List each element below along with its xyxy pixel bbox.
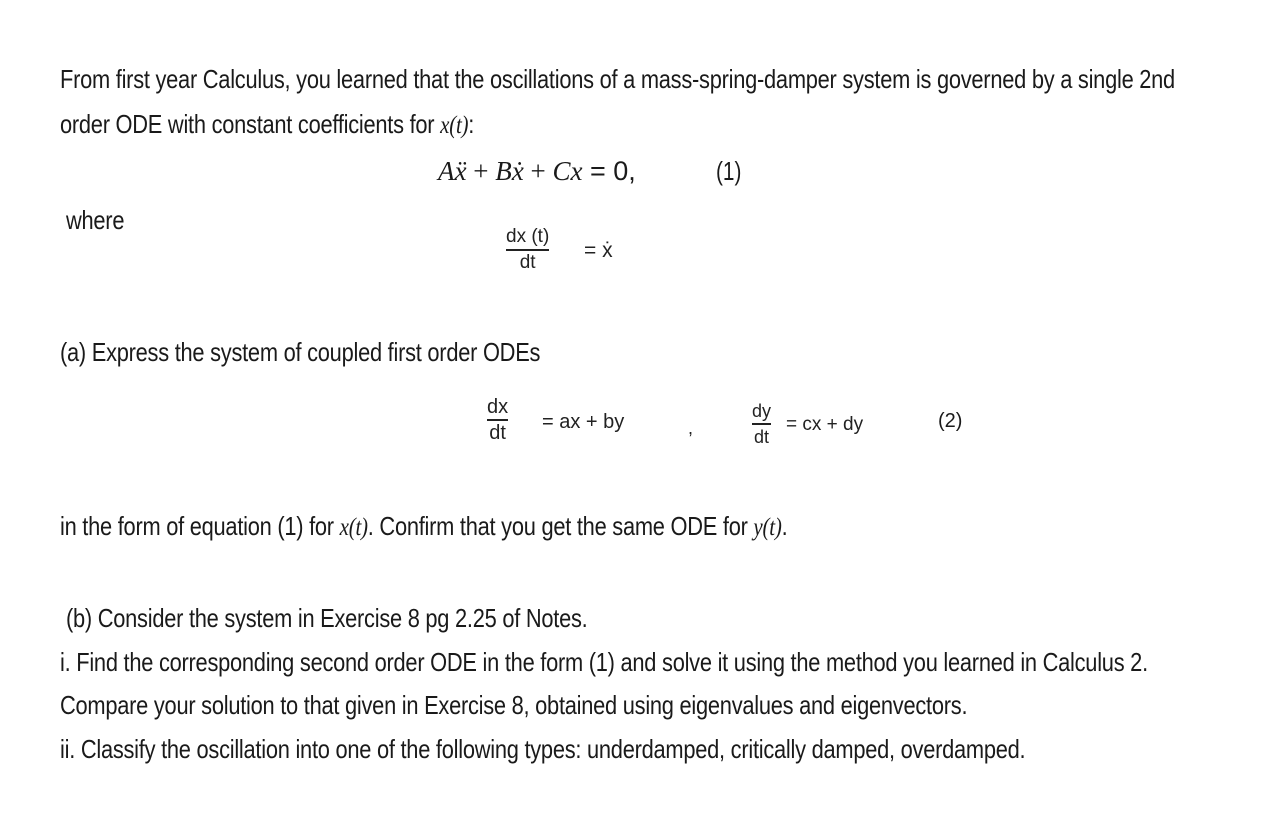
follow-suffix: . [781,511,788,541]
fraction-denominator: dt [754,426,770,447]
equation-1-number: (1) [716,156,742,186]
coef-c: C [552,156,571,186]
fraction-bar [752,423,771,425]
plus-sign: + [466,156,496,186]
x-variable: x [570,156,583,186]
coef-b: B [495,156,512,186]
intro-line-2-suffix: : [468,109,475,139]
derivative-rhs: = ẋ [584,239,613,262]
coef-a: A [438,156,455,186]
dx-dt-fraction [487,396,508,444]
fraction-bar [506,249,549,251]
intro-variable-x-of-t: x(t) [440,112,469,139]
dy-dt-rhs: = cx + dy [786,414,864,435]
part-a-heading: (a) Express the system of coupled first order ODEs [60,337,541,367]
part-b-item-i-line-2: Compare your solution to that given in Exercise 8, obtained using eigenvalues and eigenvectors. [60,690,968,720]
fraction-bar [487,419,508,421]
intro-line-2-prefix: order ODE with constant coefficients for [60,109,441,139]
equation-1 [438,155,636,187]
fraction-denominator: dt [519,251,536,273]
derivative-fraction [506,226,549,274]
part-a-follow-line [60,511,787,543]
follow-prefix: in the form of equation (1) for [60,511,340,541]
x-dot: ẋ [511,156,524,186]
intro-line-2 [60,109,474,141]
variable-y-of-t: y(t) [753,514,782,541]
dx-dt-rhs: = ax + by [542,411,625,433]
fraction-numerator: dy [752,401,772,421]
part-b-item-ii: ii. Classify the oscillation into one of the following types: underdamped, critically damped, overdamped. [60,734,1026,764]
x-double-dot: ẍ [454,156,467,186]
equation-2-number: (2) [938,410,963,432]
plus-sign: + [523,156,553,186]
intro-line-1: From first year Calculus, you learned that the oscillations of a mass-spring-damper system is governed by a single 2nd [60,64,1175,94]
equation-separator: , [688,418,694,438]
fraction-denominator: dt [489,421,506,444]
follow-middle: . Confirm that you get the same ODE for [367,511,754,541]
variable-x-of-t: x(t) [339,514,368,541]
fraction-numerator: dx [487,396,509,418]
where-label: where [66,205,125,235]
equation-rhs: = 0, [582,156,636,186]
part-b-item-i-line-1: i. Find the corresponding second order ODE in the form (1) and solve it using the method you learned in Calculus 2. [60,647,1148,677]
part-b-heading: (b) Consider the system in Exercise 8 pg 2.25 of Notes. [66,603,588,633]
dy-dt-fraction [752,400,771,448]
fraction-numerator: dx (t) [506,226,550,247]
